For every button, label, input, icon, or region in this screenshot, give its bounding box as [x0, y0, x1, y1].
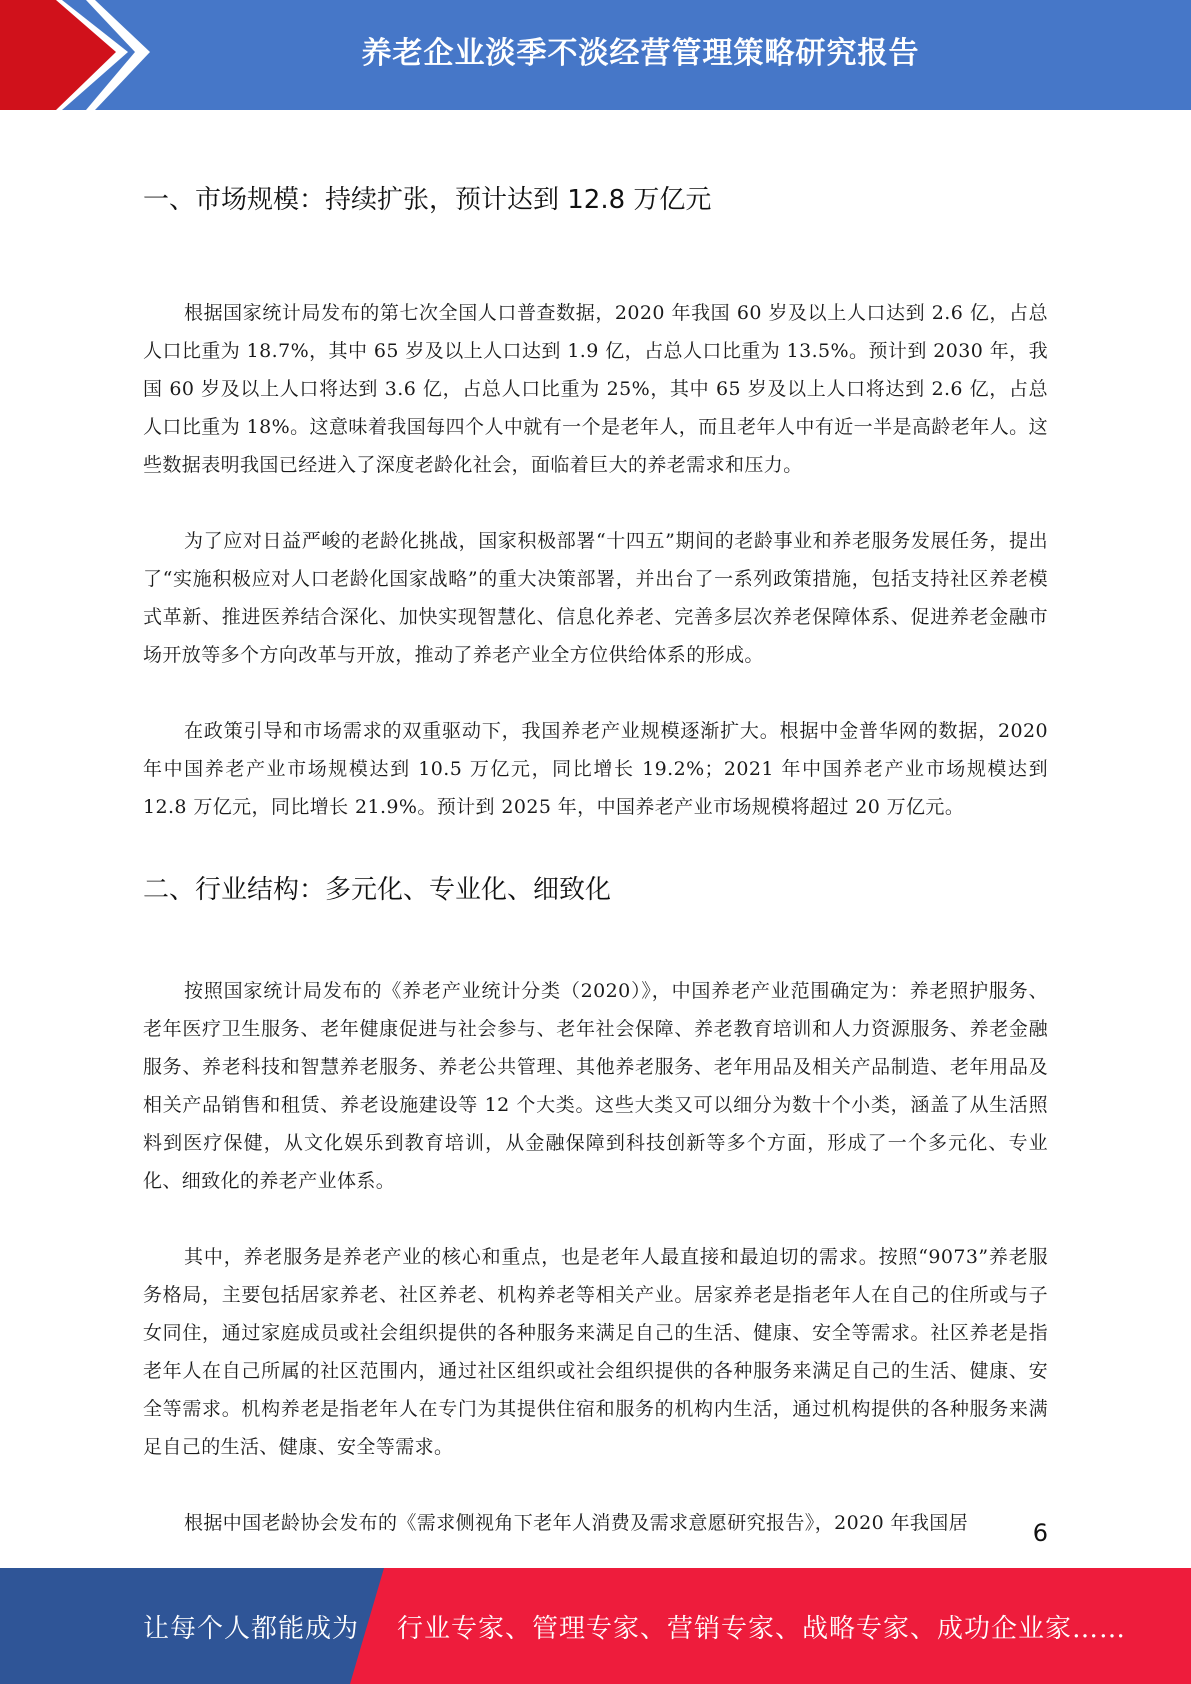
footer-slogan-right: 行业专家、管理专家、营销专家、战略专家、成功企业家…… [397, 1613, 1127, 1644]
paragraph: 在政策引导和市场需求的双重驱动下，我国养老产业规模逐渐扩大。根据中金普华网的数据，2020 年中国养老产业市场规模达到 10.5 万亿元，同比增长 19.2%；2021 年中国养老产业市场规模达到 12.8 万亿元，同比增长 21.9%。预计到 2025 年，中国养老产业市场规模将超过 20 万亿元。 [143, 720, 1048, 818]
paragraph: 其中，养老服务是养老产业的核心和重点，也是老年人最直接和最迫切的需求。按照“9073”养老服务格局，主要包括居家养老、社区养老、机构养老等相关产业。居家养老是指老年人在自己的住所或与子女同住，通过家庭成员或社会组织提供的各种服务来满足自己的生活、健康、安全等需求。社区养老是指老年人在自己所属的社区范围内，通过社区组织或社会组织提供的各种服务来满足自己的生活、健康、安全等需求。机构养老是指老年人在专门为其提供住宿和服务的机构内生活，通过机构提供的各种服务来满足自己的生活、健康、安全等需求。 [143, 1246, 1048, 1458]
paragraph: 根据中国老龄协会发布的《需求侧视角下老年人消费及需求意愿研究报告》，2020 年我国居 [184, 1512, 969, 1534]
footer-slogan-left: 让每个人都能成为 [143, 1613, 360, 1644]
section-title-market-scale: 一、市场规模：持续扩张，预计达到 12.8 万亿元 [143, 185, 712, 215]
footer-banner [0, 1568, 1191, 1684]
header-banner [0, 0, 1191, 110]
section-title-industry-structure: 二、行业结构：多元化、专业化、细致化 [143, 875, 612, 905]
paragraph: 为了应对日益严峻的老龄化挑战，国家积极部署“十四五”期间的老龄事业和养老服务发展任务，提出了“实施积极应对人口老龄化国家战略”的重大决策部署，并出台了一系列政策措施，包括支持社区养老模式革新、推进医养结合深化、加快实现智慧化、信息化养老、完善多层次养老保障体系、促进养老金融市场开放等多个方向改革与开放，推动了养老产业全方位供给体系的形成。 [143, 530, 1048, 666]
paragraph: 根据国家统计局发布的第七次全国人口普查数据，2020 年我国 60 岁及以上人口达到 2.6 亿，占总人口比重为 18.7%，其中 65 岁及以上人口达到 1.9 亿，占总人口比重为 13.5%。预计到 2030 年，我国 60 岁及以上人口将达到 3.6 亿，占总人口比重为 25%，其中 65 岁及以上人口将达到 2.6 亿，占总人口比重为 18%。这意味着我国每四个人中就有一个是老年人，而且老年人中有近一半是高龄老年人。这些数据表明我国已经进入了深度老龄化社会，面临着巨大的养老需求和压力。 [143, 302, 1048, 476]
paragraph: 按照国家统计局发布的《养老产业统计分类（2020）》，中国养老产业范围确定为：养老照护服务、老年医疗卫生服务、老年健康促进与社会参与、老年社会保障、养老教育培训和人力资源服务、养老金融服务、养老科技和智慧养老服务、养老公共管理、其他养老服务、老年用品及相关产品制造、老年用品及相关产品销售和租赁、养老设施建设等 12 个大类。这些大类又可以细分为数十个小类，涵盖了从生活照料到医疗保健，从文化娱乐到教育培训，从金融保障到科技创新等多个方面，形成了一个多元化、专业化、细致化的养老产业体系。 [143, 980, 1048, 1192]
report-title: 养老企业淡季不淡经营管理策略研究报告 [361, 36, 920, 71]
page-number: 6 [1032, 1519, 1048, 1547]
main-content [143, 180, 1048, 1542]
